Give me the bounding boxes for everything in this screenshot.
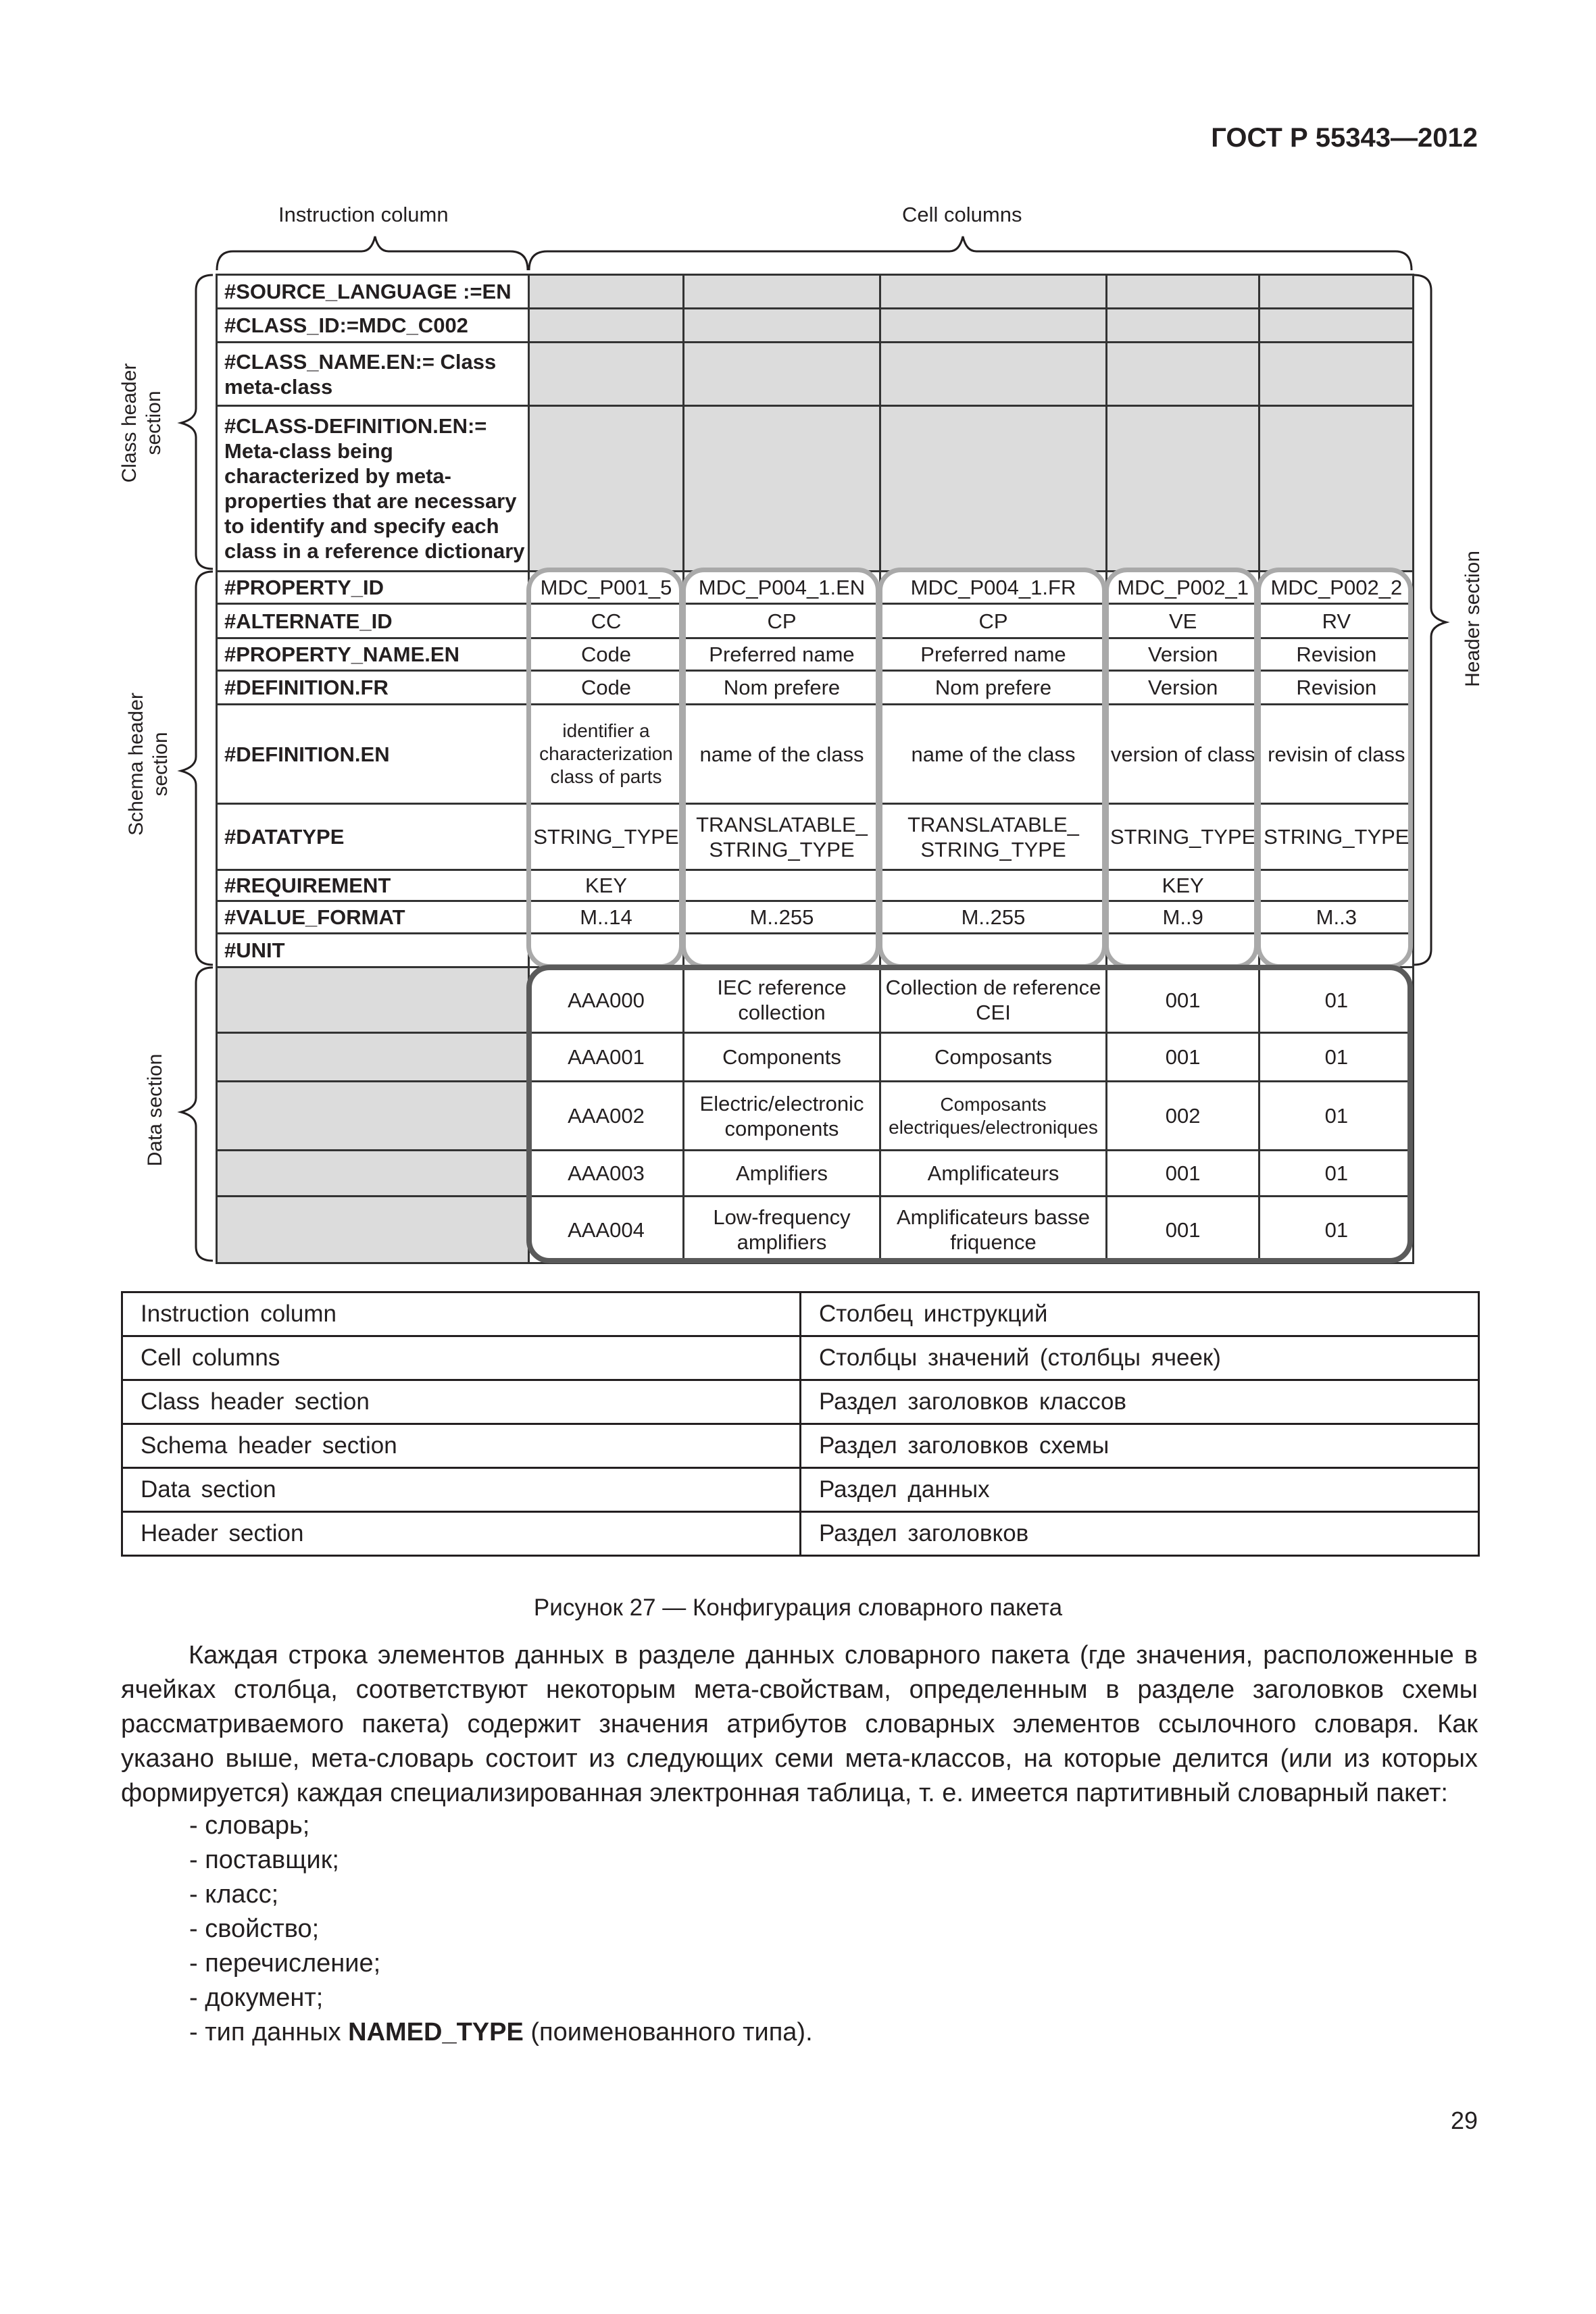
list-item: - свойство;	[189, 1915, 320, 1943]
schema-cell	[684, 870, 880, 901]
class-header-section-label: Class header section	[118, 363, 165, 483]
schema-header-row	[217, 671, 1414, 705]
instruction-cell: #PROPERTY_ID	[217, 572, 529, 604]
header-section-brace	[1414, 275, 1446, 965]
legend-term-ru: Столбцы значений (столбцы ячеек)	[801, 1336, 1479, 1380]
data-cell: AAA000	[529, 967, 684, 1033]
schema-cell: VE	[1107, 604, 1260, 638]
schema-cell	[880, 870, 1107, 901]
schema-cell: CP	[684, 604, 880, 638]
legend-term-en: Header section	[122, 1512, 801, 1556]
standard-number: ГОСТ Р 55343—2012	[1211, 123, 1478, 153]
schema-header-row	[217, 705, 1414, 804]
schema-cell: name of the class	[880, 705, 1107, 804]
cell-columns-label: Cell columns	[902, 203, 1022, 226]
data-cell: Low-frequency amplifiers	[684, 1197, 880, 1263]
schema-cell	[1107, 934, 1260, 967]
schema-cell: M..9	[1107, 901, 1260, 934]
data-cell: 001	[1107, 1197, 1260, 1263]
empty-cell	[1107, 309, 1260, 343]
instruction-cell: #REQUIREMENT	[217, 870, 529, 901]
data-section-label: Data section	[144, 1053, 166, 1167]
class-header-row	[217, 406, 1414, 572]
schema-cell	[880, 934, 1107, 967]
empty-cell	[1260, 343, 1414, 406]
legend-row	[122, 1292, 1479, 1336]
instruction-cell	[217, 1082, 529, 1151]
schema-cell: MDC_P001_5	[529, 572, 684, 604]
schema-cell: KEY	[529, 870, 684, 901]
data-cell: 01	[1260, 967, 1414, 1033]
empty-cell	[880, 343, 1107, 406]
schema-cell: Preferred name	[684, 638, 880, 671]
instruction-cell: #UNIT	[217, 934, 529, 967]
list-item: - поставщик;	[189, 1846, 339, 1874]
instruction-cell: #DEFINITION.EN	[217, 705, 529, 804]
schema-cell: Revision	[1260, 671, 1414, 705]
data-cell: AAA003	[529, 1151, 684, 1197]
empty-cell	[529, 309, 684, 343]
data-row	[217, 1033, 1414, 1082]
data-cell: IEC reference collection	[684, 967, 880, 1033]
data-cell: Composants electriques/electroniques	[880, 1082, 1107, 1151]
legend-term-en: Schema header section	[122, 1424, 801, 1468]
schema-header-row	[217, 604, 1414, 638]
instruction-cell	[217, 1033, 529, 1082]
legend-term-ru: Раздел данных	[801, 1468, 1479, 1512]
data-cell: Components	[684, 1033, 880, 1082]
schema-cell: TRANSLATABLE_ STRING_TYPE	[684, 804, 880, 870]
empty-cell	[1260, 275, 1414, 309]
empty-cell	[880, 309, 1107, 343]
data-row	[217, 1197, 1414, 1263]
list-item: - словарь;	[189, 1811, 310, 1840]
empty-cell	[1260, 309, 1414, 343]
data-cell: Collection de reference CEI	[880, 967, 1107, 1033]
data-cell: 01	[1260, 1197, 1414, 1263]
instruction-cell: #VALUE_FORMAT	[217, 901, 529, 934]
schema-cell: M..255	[880, 901, 1107, 934]
class-header-row	[217, 275, 1414, 309]
schema-cell: Preferred name	[880, 638, 1107, 671]
schema-cell: KEY	[1107, 870, 1260, 901]
instruction-cell: #SOURCE_LANGUAGE :=EN	[217, 275, 529, 309]
legend-row	[122, 1336, 1479, 1380]
schema-cell: revisin of class	[1260, 705, 1414, 804]
schema-cell: STRING_TYPE	[529, 804, 684, 870]
schema-header-section-label: Schema header section	[125, 693, 172, 836]
schema-cell: CC	[529, 604, 684, 638]
schema-cell: CP	[880, 604, 1107, 638]
class-header-brace	[181, 275, 213, 569]
legend-row	[122, 1380, 1479, 1424]
instruction-cell: #DEFINITION.FR	[217, 671, 529, 705]
data-cell: AAA004	[529, 1197, 684, 1263]
schema-header-row	[217, 934, 1414, 967]
empty-cell	[684, 406, 880, 572]
empty-cell	[880, 275, 1107, 309]
schema-cell: STRING_TYPE	[1260, 804, 1414, 870]
schema-header-row	[217, 638, 1414, 671]
instruction-cell	[217, 967, 529, 1033]
legend-term-en: Instruction column	[122, 1292, 801, 1336]
data-cell: Amplificateurs basse friquence	[880, 1197, 1107, 1263]
figure-caption: Рисунок 27 — Конфигурация словарного пакета	[533, 1594, 1063, 1621]
schema-header-row	[217, 572, 1414, 604]
legend-term-en: Class header section	[122, 1380, 801, 1424]
schema-cell	[1260, 870, 1414, 901]
legend-term-en: Data section	[122, 1468, 801, 1512]
cells-brace	[529, 236, 1412, 270]
schema-header-row	[217, 870, 1414, 901]
legend-term-ru: Раздел заголовков классов	[801, 1380, 1479, 1424]
meta-class-list	[189, 1809, 813, 2050]
dictionary-package-figure	[216, 274, 1414, 1264]
schema-cell: STRING_TYPE	[1107, 804, 1260, 870]
empty-cell	[684, 343, 880, 406]
instruction-cell	[217, 1151, 529, 1197]
schema-cell: Version	[1107, 638, 1260, 671]
data-cell: 01	[1260, 1033, 1414, 1082]
empty-cell	[1107, 275, 1260, 309]
legend-row	[122, 1468, 1479, 1512]
legend-table	[121, 1291, 1480, 1557]
list-item: - тип данных NAMED_TYPE (поименованного типа).	[189, 2018, 813, 2046]
schema-cell: Code	[529, 638, 684, 671]
schema-cell: Revision	[1260, 638, 1414, 671]
list-item: - класс;	[189, 1880, 279, 1909]
schema-cell: Nom prefere	[684, 671, 880, 705]
body-paragraph: Каждая строка элементов данных в разделе данных словарного пакета (где значения, расположенные в ячейках столбца, соответствуют некоторым мета-свойствам, определенным в разделе заголовков схемы рассматриваемого пакета) содержит значения атрибутов словарных элементов ссылочного словаря. Как указано выше, мета-словарь состоит из следующих семи мета-классов, на которые делится (или из которых формируется) каждая специализированная электронная таблица, т. е. имеется партитивный словарный пакет:	[121, 1641, 1478, 1807]
data-cell: 001	[1107, 967, 1260, 1033]
instruction-cell: #CLASS_ID:=MDC_C002	[217, 309, 529, 343]
legend-term-ru: Столбец инструкций	[801, 1292, 1479, 1336]
schema-cell: identifier a characterization class of parts	[529, 705, 684, 804]
schema-cell: version of class	[1107, 705, 1260, 804]
schema-cell: MDC_P004_1.EN	[684, 572, 880, 604]
data-cell: 01	[1260, 1082, 1414, 1151]
instruction-column-label: Instruction column	[278, 203, 449, 226]
legend-row	[122, 1424, 1479, 1468]
empty-cell	[1107, 343, 1260, 406]
empty-cell	[684, 309, 880, 343]
schema-cell: M..14	[529, 901, 684, 934]
empty-cell	[1107, 406, 1260, 572]
header-section-label: Header section	[1462, 551, 1484, 687]
data-cell: 002	[1107, 1082, 1260, 1151]
data-row	[217, 1082, 1414, 1151]
data-row	[217, 967, 1414, 1033]
data-cell: Electric/electronic components	[684, 1082, 880, 1151]
data-brace	[181, 967, 213, 1261]
schema-cell	[529, 934, 684, 967]
schema-header-row	[217, 901, 1414, 934]
empty-cell	[684, 275, 880, 309]
schema-header-row	[217, 804, 1414, 870]
data-row	[217, 1151, 1414, 1197]
schema-cell	[684, 934, 880, 967]
schema-cell: Nom prefere	[880, 671, 1107, 705]
instruction-cell: #DATATYPE	[217, 804, 529, 870]
schema-cell: Version	[1107, 671, 1260, 705]
schema-cell: RV	[1260, 604, 1414, 638]
data-cell: Composants	[880, 1033, 1107, 1082]
page-number: 29	[1450, 2107, 1478, 2134]
empty-cell	[880, 406, 1107, 572]
list-item: - документ;	[189, 1984, 324, 2012]
empty-cell	[529, 275, 684, 309]
empty-cell	[1260, 406, 1414, 572]
class-header-row	[217, 343, 1414, 406]
instruction-cell: #ALTERNATE_ID	[217, 604, 529, 638]
legend-term-ru: Раздел заголовков	[801, 1512, 1479, 1556]
data-cell: Amplificateurs	[880, 1151, 1107, 1197]
schema-cell: MDC_P002_2	[1260, 572, 1414, 604]
data-cell: AAA002	[529, 1082, 684, 1151]
schema-cell: MDC_P004_1.FR	[880, 572, 1107, 604]
schema-cell: Code	[529, 671, 684, 705]
legend-term-en: Cell columns	[122, 1336, 801, 1380]
data-cell: Amplifiers	[684, 1151, 880, 1197]
empty-cell	[529, 406, 684, 572]
instruction-cell: #PROPERTY_NAME.EN	[217, 638, 529, 671]
instruction-cell: #CLASS_NAME.EN:= Class meta-class	[217, 343, 529, 406]
schema-cell: M..255	[684, 901, 880, 934]
schema-cell: name of the class	[684, 705, 880, 804]
schema-header-brace	[181, 572, 213, 965]
class-header-row	[217, 309, 1414, 343]
schema-cell: M..3	[1260, 901, 1414, 934]
legend-term-ru: Раздел заголовков схемы	[801, 1424, 1479, 1468]
data-cell: 001	[1107, 1151, 1260, 1197]
data-cell: AAA001	[529, 1033, 684, 1082]
data-cell: 01	[1260, 1151, 1414, 1197]
list-item: - перечисление;	[189, 1949, 381, 1978]
legend-row	[122, 1512, 1479, 1556]
empty-cell	[529, 343, 684, 406]
schema-cell: TRANSLATABLE_ STRING_TYPE	[880, 804, 1107, 870]
instruction-cell: #CLASS-DEFINITION.EN:= Meta-class being characterized by meta-properties that are necessary to identify and specify each class in a reference dictionary	[217, 406, 529, 572]
instruction-brace	[217, 236, 528, 270]
instruction-cell	[217, 1197, 529, 1263]
schema-cell	[1260, 934, 1414, 967]
data-cell: 001	[1107, 1033, 1260, 1082]
schema-cell: MDC_P002_1	[1107, 572, 1260, 604]
